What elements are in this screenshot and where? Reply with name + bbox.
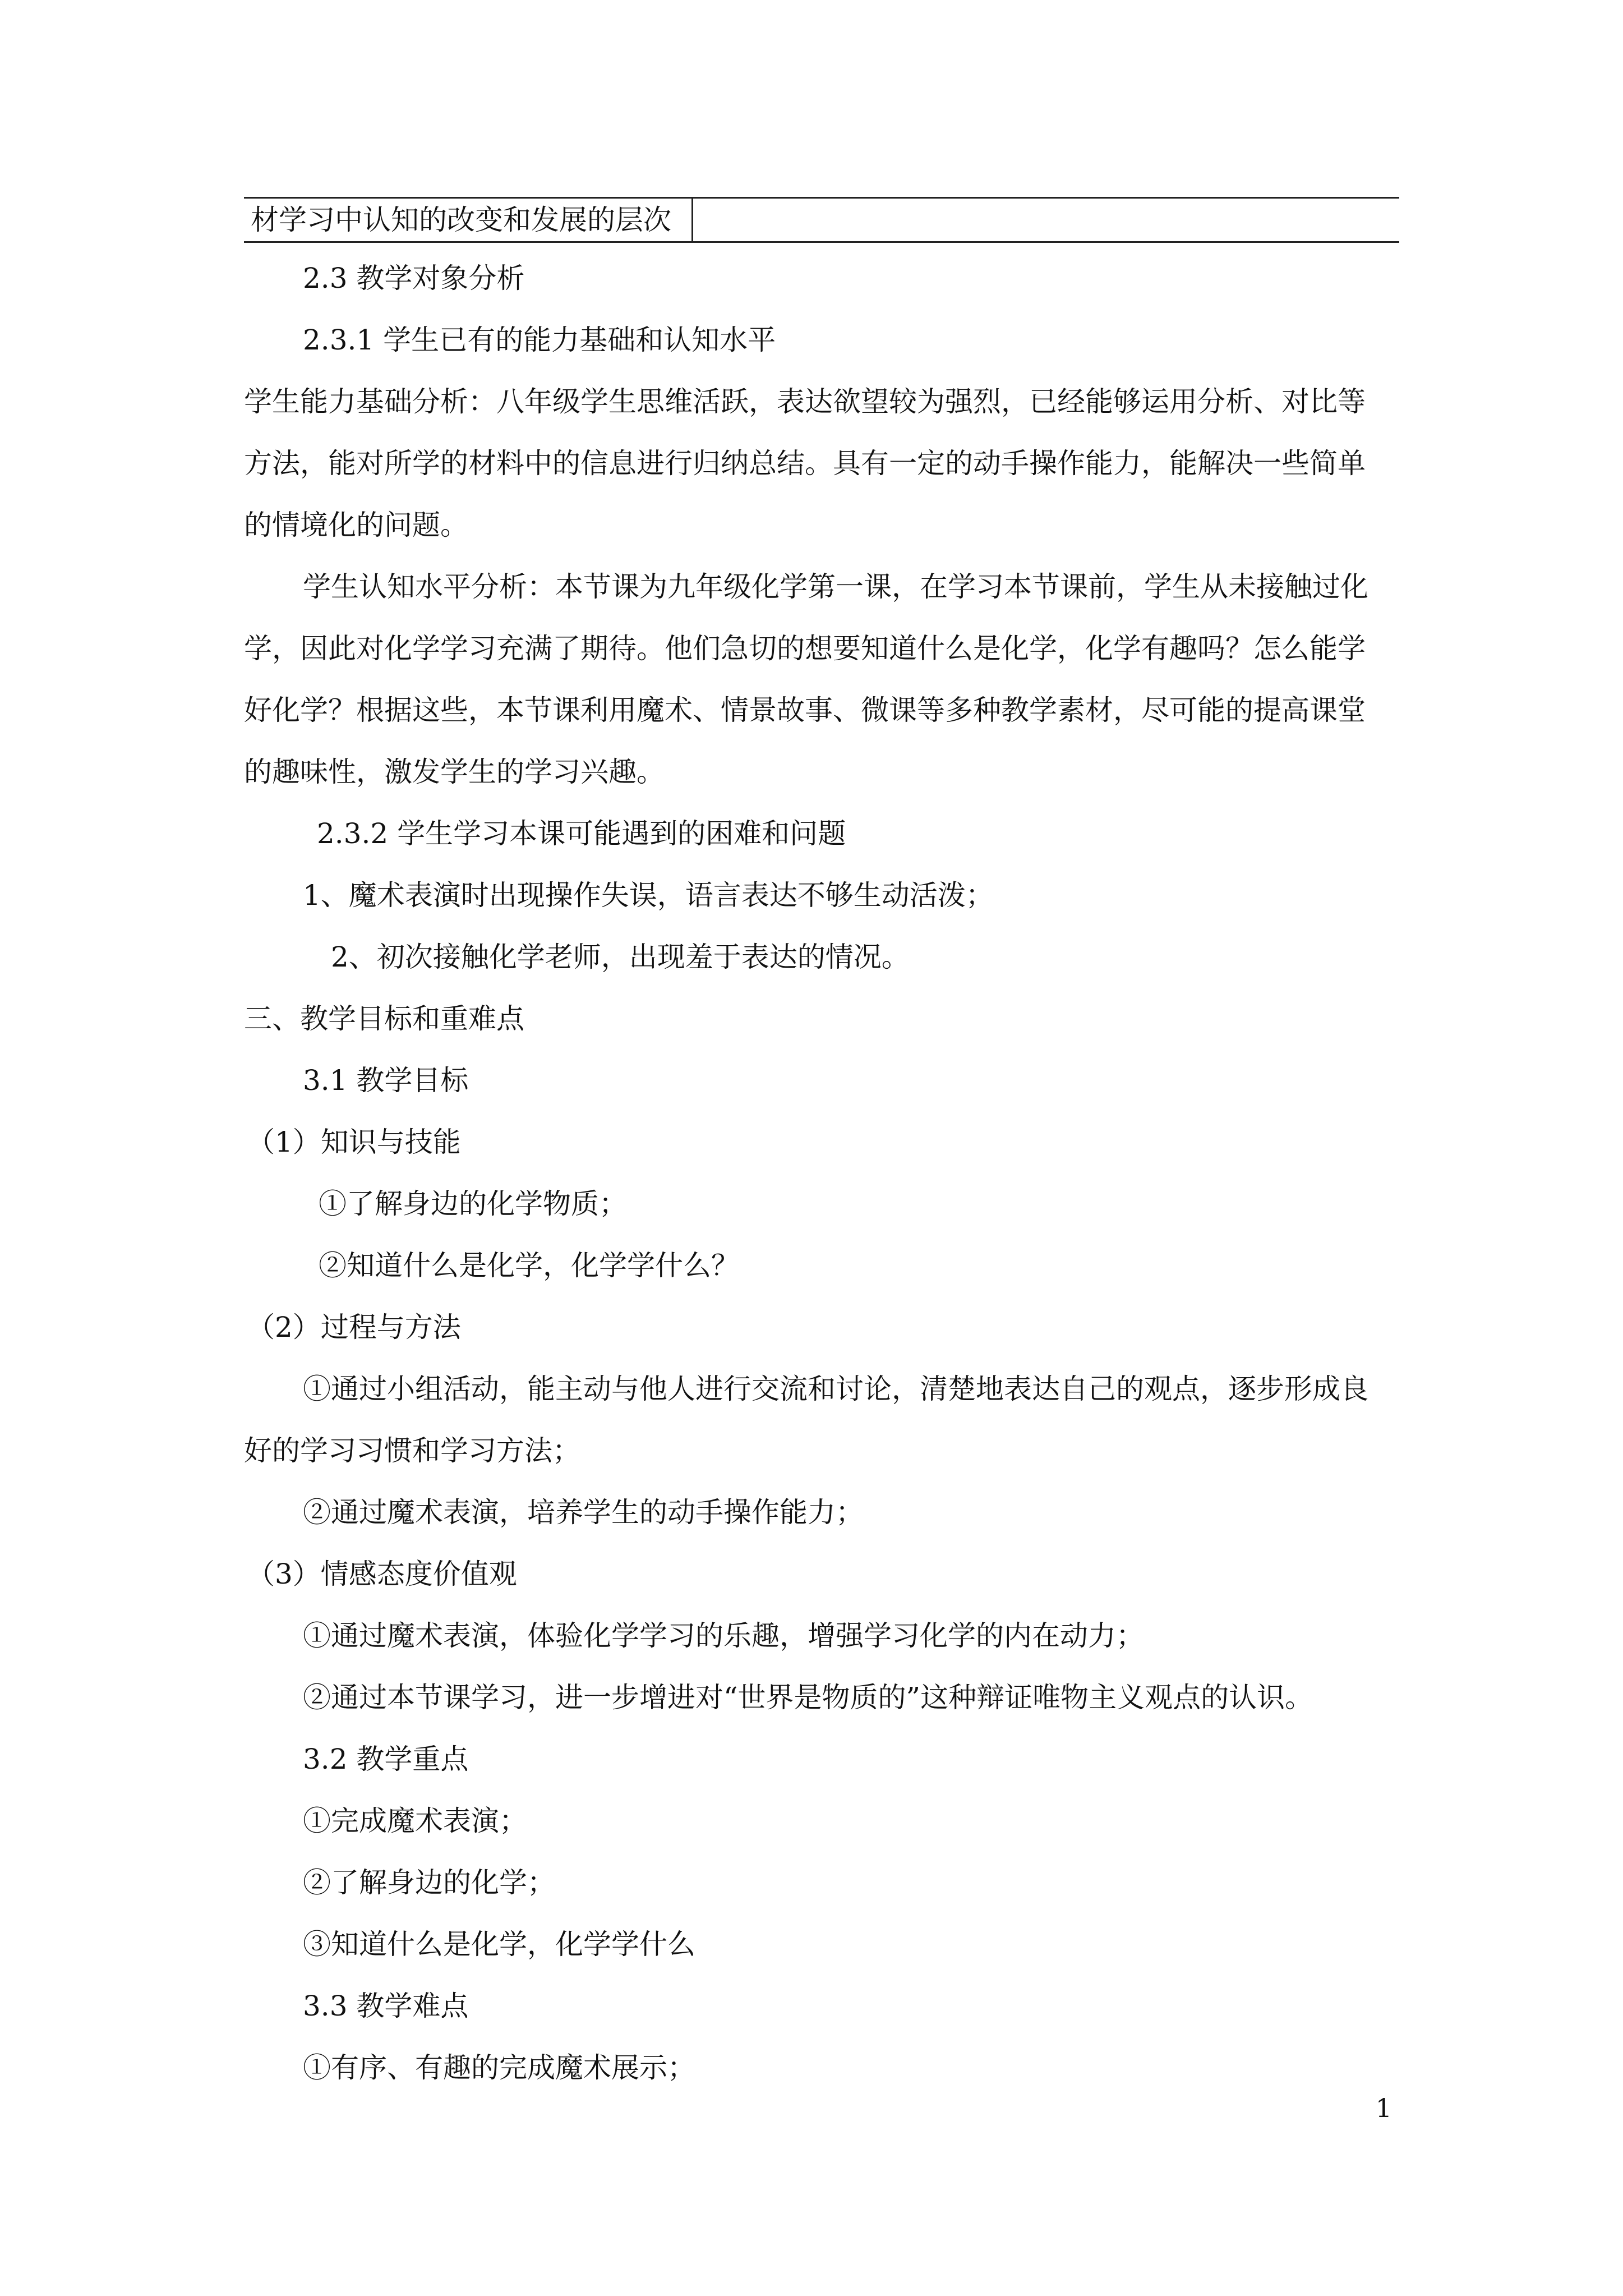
subheading: （1）知识与技能: [247, 1126, 461, 1158]
list-item: ②了解身边的化学；: [303, 1866, 555, 1899]
list-item: ①有序、有趣的完成魔术展示；: [303, 2051, 695, 2084]
heading-3-3: 3.3 教学难点: [303, 1990, 469, 2022]
paragraph-line: 学，因此对化学学习充满了期待。他们急切的想要知道什么是化学，化学有趣吗？怎么能学: [244, 632, 1366, 665]
heading-2-3: 2.3 教学对象分析: [303, 262, 525, 295]
page-number: 1: [1375, 2093, 1392, 2123]
paragraph-line: 学生能力基础分析：八年级学生思维活跃，表达欲望较为强烈，已经能够运用分析、对比等: [244, 385, 1366, 418]
paragraph-line: 好化学？根据这些，本节课利用魔术、情景故事、微课等多种教学素材，尽可能的提高课堂: [244, 694, 1366, 726]
list-item: ①通过魔术表演，体验化学学习的乐趣，增强学习化学的内在动力；: [303, 1619, 1144, 1652]
paragraph-line: 方法，能对所学的材料中的信息进行归纳总结。具有一定的动手操作能力，能解决一些简单: [244, 447, 1366, 480]
list-item: ①通过小组活动，能主动与他人进行交流和讨论，清楚地表达自己的观点，逐步形成良: [303, 1373, 1368, 1405]
paragraph-line: 的情境化的问题。: [244, 509, 468, 541]
heading-2-3-1: 2.3.1 学生已有的能力基础和认知水平: [303, 324, 776, 356]
list-item: ②知道什么是化学，化学学什么？: [319, 1249, 739, 1282]
list-item: 好的学习习惯和学习方法；: [244, 1434, 580, 1467]
list-item: 2、初次接触化学老师，出现羞于表达的情况。: [331, 941, 910, 973]
table-fragment: [244, 197, 1399, 243]
subheading: （3）情感态度价值观: [247, 1558, 517, 1590]
list-item: 1、魔术表演时出现操作失误，语言表达不够生动活泼；: [303, 879, 994, 912]
paragraph-line: 的趣味性，激发学生的学习兴趣。: [244, 756, 665, 788]
heading-section-3: 三、教学目标和重难点: [244, 1002, 524, 1035]
heading-2-3-2: 2.3.2 学生学习本课可能遇到的困难和问题: [317, 817, 846, 850]
list-item: ②通过魔术表演，培养学生的动手操作能力；: [303, 1496, 864, 1529]
list-item: ②通过本节课学习，进一步增进对“世界是物质的”这种辩证唯物主义观点的认识。: [303, 1681, 1313, 1714]
subheading: （2）过程与方法: [247, 1311, 461, 1343]
list-item: ③知道什么是化学，化学学什么: [303, 1928, 695, 1961]
paragraph-line: 学生认知水平分析：本节课为九年级化学第一课，在学习本节课前，学生从未接触过化: [303, 570, 1368, 603]
table-column-divider: [691, 199, 693, 241]
table-cell-text: 材学习中认知的改变和发展的层次: [251, 204, 671, 236]
list-item: ①了解身边的化学物质；: [319, 1188, 627, 1220]
heading-3-1: 3.1 教学目标: [303, 1064, 469, 1097]
list-item: ①完成魔术表演；: [303, 1805, 527, 1837]
heading-3-2: 3.2 教学重点: [303, 1743, 469, 1775]
